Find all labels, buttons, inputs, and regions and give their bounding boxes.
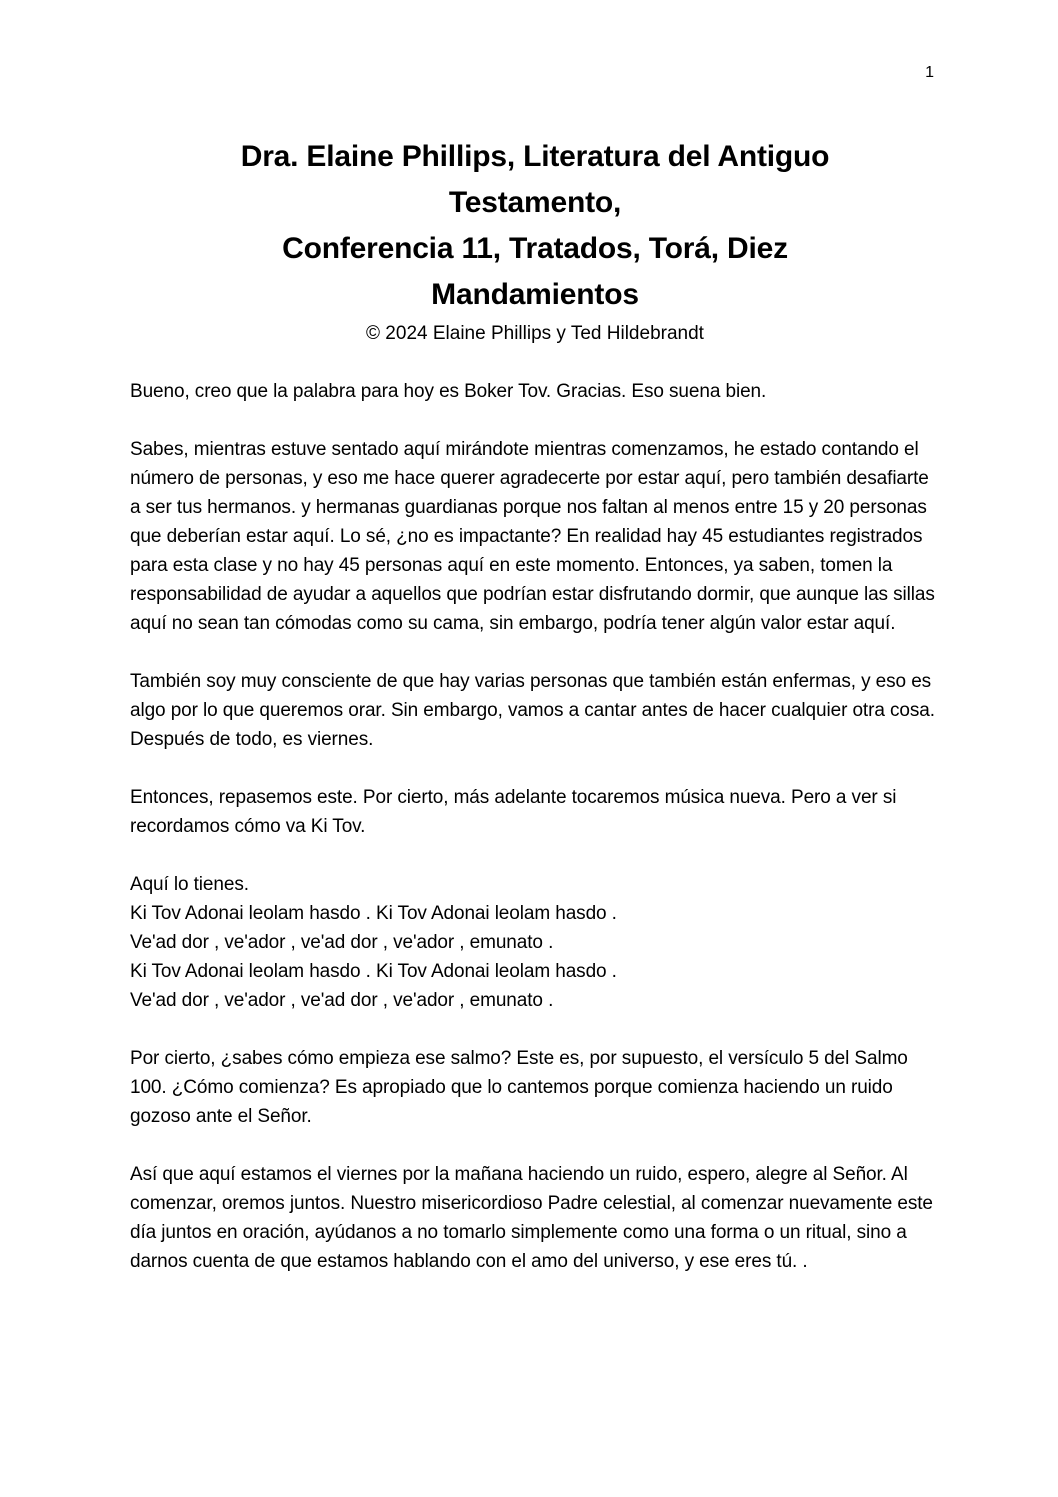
song-lyrics-block	[130, 870, 940, 1015]
document-title	[130, 134, 940, 318]
paragraph-attendance: Sabes, mientras estuve sentado aquí mirándote mientras comenzamos, he estado contando el número de personas, y eso me hace querer agradecerte por estar aquí, pero también desafiarte a ser tus hermanos. y hermanas guardianas porque nos faltan al menos entre 15 y 20 personas que deberían estar aquí. Lo sé, ¿no es impactante? En realidad hay 45 estudiantes registrados para esta clase y no hay 45 personas aquí en este momento. Entonces, ya saben, tomen la responsabilidad de ayudar a aquellos que podrían estar disfrutando dormir, que aunque las sillas aquí no sean tan cómodas como su cama, sin embargo, podría tener algún valor estar aquí.	[130, 439, 935, 634]
lyrics-line-3: Ve'ad dor , ve'ador , ve'ad dor , ve'ador , emunato .	[130, 932, 554, 953]
lyrics-line-2: Ki Tov Adonai leolam hasdo . Ki Tov Adonai leolam hasdo .	[130, 903, 617, 924]
lyrics-line-4: Ki Tov Adonai leolam hasdo . Ki Tov Adonai leolam hasdo .	[130, 961, 617, 982]
copyright-line: © 2024 Elaine Phillips y Ted Hildebrandt	[366, 323, 704, 344]
paragraph-song-intro: Entonces, repasemos este. Por cierto, más adelante tocaremos música nueva. Pero a ver si recordamos cómo va Ki Tov.	[130, 787, 897, 837]
paragraph-prayer: Así que aquí estamos el viernes por la mañana haciendo un ruido, espero, alegre al Señor. Al comenzar, oremos juntos. Nuestro misericordioso Padre celestial, al comenzar nuevamente este día juntos en oración, ayúdanos a no tomarlo simplemente como una forma o un ritual, sino a darnos cuenta de que estamos hablando con el amo del universo, y ese eres tú. .	[130, 1164, 933, 1272]
paragraph-greeting: Bueno, creo que la palabra para hoy es Boker Tov. Gracias. Eso suena bien.	[130, 381, 767, 402]
title-line-1: Dra. Elaine Phillips, Literatura del Antiguo	[240, 140, 830, 173]
title-line-2: Testamento,	[448, 186, 622, 219]
page-number: 1	[925, 64, 934, 81]
title-line-4: Mandamientos	[431, 278, 639, 311]
paragraph-sick-prayer: También soy muy consciente de que hay varias personas que también están enfermas, y eso es algo por lo que queremos orar. Sin embargo, vamos a cantar antes de hacer cualquier otra cosa. Después de todo, es viernes.	[130, 671, 935, 750]
title-line-3: Conferencia 11, Tratados, Torá, Diez	[282, 232, 788, 265]
lyrics-line-1: Aquí lo tienes.	[130, 874, 249, 895]
paragraph-psalm-question: Por cierto, ¿sabes cómo empieza ese salmo? Este es, por supuesto, el versículo 5 del Salmo 100. ¿Cómo comienza? Es apropiado que lo cantemos porque comienza haciendo un ruido gozoso ante el Señor.	[130, 1048, 908, 1127]
lyrics-line-5: Ve'ad dor , ve'ador , ve'ad dor , ve'ador , emunato .	[130, 990, 554, 1011]
